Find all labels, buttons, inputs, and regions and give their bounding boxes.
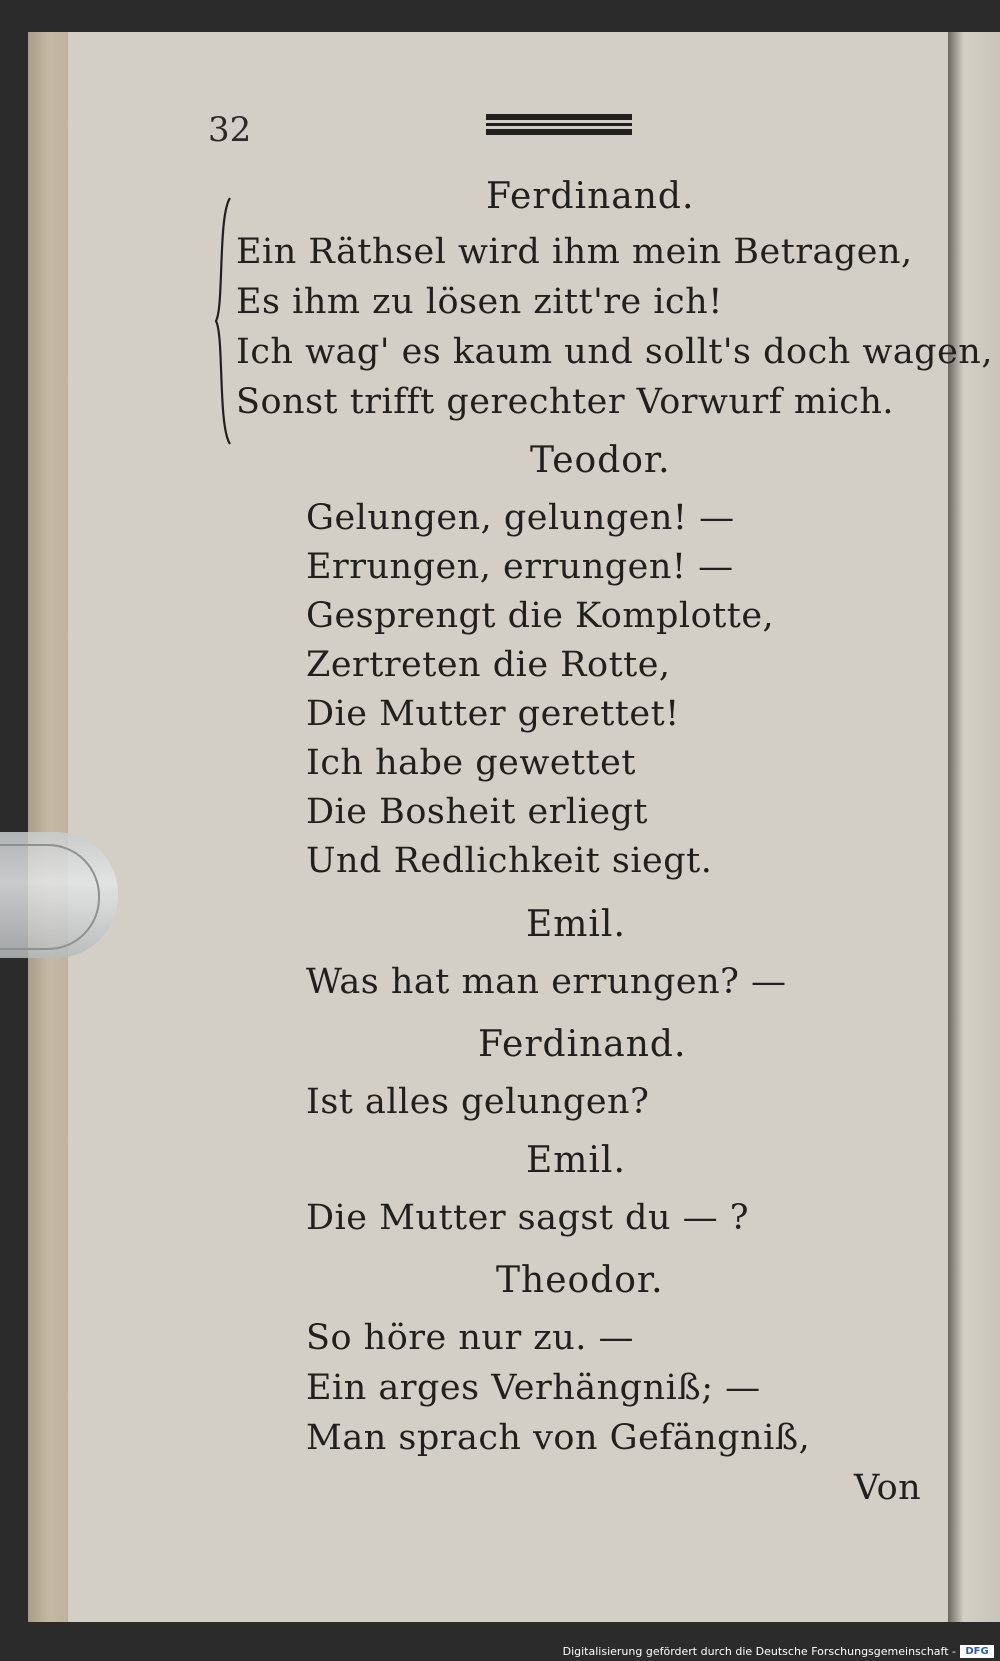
footer-credit: Digitalisierung gefördert durch die Deutsche Forschungsgemeinschaft - xyxy=(562,1645,956,1658)
speaker-heading: Emil. xyxy=(526,904,626,945)
verse-line: Errungen, errungen! — xyxy=(306,547,734,587)
verse-line: Und Redlichkeit siegt. xyxy=(306,841,713,881)
page-edge xyxy=(948,32,1000,1622)
speaker-heading: Emil. xyxy=(526,1140,626,1181)
verse-line: Es ihm zu lösen zitt're ich! xyxy=(236,282,723,322)
verse-line: Ein arges Verhängniß; — xyxy=(306,1368,761,1408)
verse-line: Zertreten die Rotte, xyxy=(306,645,671,685)
verse-line: Ein Räthsel wird ihm mein Betragen, xyxy=(236,232,913,272)
verse-line: Sonst trifft gerechter Vorwurf mich. xyxy=(236,382,894,422)
book-gutter xyxy=(28,32,68,1622)
verse-line: Die Bosheit erliegt xyxy=(306,792,648,832)
catchword: Von xyxy=(854,1468,922,1508)
dfg-logo-icon: DFG xyxy=(960,1645,994,1658)
speaker-heading: Teodor. xyxy=(530,440,671,481)
verse-line: Was hat man errungen? — xyxy=(306,962,787,1002)
verse-line: Die Mutter sagst du — ? xyxy=(306,1198,750,1238)
verse-line: Gesprengt die Komplotte, xyxy=(306,596,775,636)
verse-line: Ich wag' es kaum und sollt's doch wagen, xyxy=(236,332,993,372)
verse-line: Die Mutter gerettet! xyxy=(306,694,680,734)
verse-line: Ich habe gewettet xyxy=(306,743,636,783)
page-number: 32 xyxy=(208,110,252,150)
verse-line: So höre nur zu. — xyxy=(306,1318,635,1358)
speaker-heading: Ferdinand. xyxy=(478,1024,687,1065)
verse-line: Gelungen, gelungen! — xyxy=(306,498,735,538)
verse-line: Ist alles gelungen? xyxy=(306,1082,650,1122)
verse-line: Man sprach von Gefängniß, xyxy=(306,1418,811,1458)
speaker-heading: Ferdinand. xyxy=(486,176,695,217)
page-clip-outline xyxy=(0,844,100,950)
speaker-heading: Theodor. xyxy=(496,1260,664,1301)
brace-mark xyxy=(214,196,232,446)
header-rule-ornament xyxy=(486,114,632,138)
